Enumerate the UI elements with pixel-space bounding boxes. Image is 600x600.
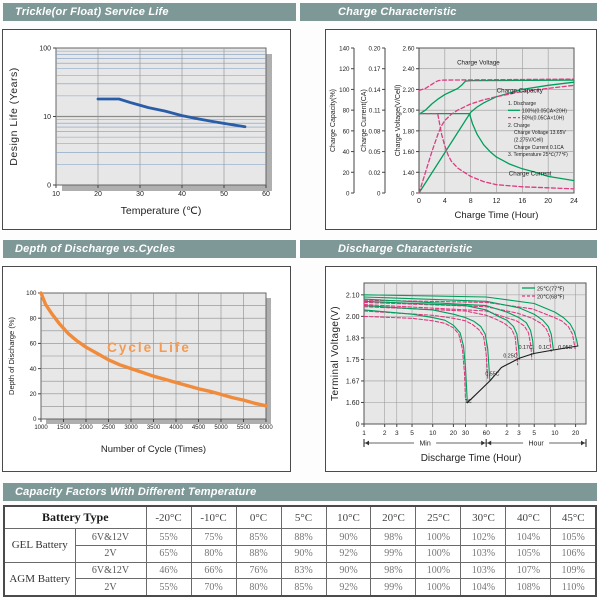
y-tick-label: 0.08 [368,128,381,136]
x-tick-label: 2000 [79,425,93,431]
y-tick-label: 20 [342,169,350,177]
y-axis-label: Terminal Voltage(V) [330,306,341,401]
table-header-temp: 20°C [371,506,416,529]
table-cell-value: 105% [506,545,551,562]
y-tick-label: 0 [33,416,37,424]
table-header-temp: 0°C [236,506,281,529]
y-tick-label: 1.67 [345,378,360,386]
y-axis-label: Depth of Discharge (%) [7,317,16,395]
y-tick-label: 0.05 [368,149,381,157]
x-tick-label: 5 [532,430,537,437]
charge-characteristic-chart [326,30,596,229]
scale-hour-label: Hour [528,440,544,448]
section-title: Trickle(or Float) Service Life [15,6,169,18]
table-cell-value: 100% [416,562,461,579]
x-tick-label: 30 [136,191,144,198]
x-tick-label: 3000 [124,425,138,431]
table-cell-value: 76% [236,562,281,579]
depth-of-discharge-chart [3,267,290,471]
table-cell-value: 46% [146,562,191,579]
x-tick-label: 50 [220,191,228,198]
table-cell-value: 100% [416,545,461,562]
y-tick-label: 2.10 [345,292,360,300]
y-tick-label: 40 [29,365,37,373]
y-tick-label: 0 [355,421,360,429]
x-tick-label: 12 [492,198,501,205]
table-cell-value: 104% [461,579,506,596]
rate-label: 0.55C [485,371,500,378]
table-cell-value: 107% [506,562,551,579]
y-tick-label: 100 [339,86,350,94]
rate-label: 0.17C [518,345,533,352]
table-cell-value: 80% [236,579,281,596]
depth-of-discharge-panel [2,266,291,472]
x-tick-label: 10 [551,430,559,437]
section-title: Capacity Factors With Different Temperature [15,486,257,498]
table-cell-value: 85% [281,579,326,596]
plot-area [364,283,586,424]
y-axis-label: Design Life (Years) [8,67,20,166]
y-tick-label: 1.60 [402,149,415,157]
y-tick-label: 2.20 [402,86,415,94]
x-tick-label: 6000 [259,425,273,431]
y-tick-label: 0 [346,190,350,198]
table-cell-value: 106% [551,545,596,562]
table-cell-value: 66% [191,562,236,579]
table-cell-value: 100% [416,579,461,596]
table-cell-value: 55% [146,529,191,546]
x-axis-label: Discharge Time (Hour) [420,453,522,464]
discharge-characteristic-panel [325,266,597,472]
rate-label: 1C [464,399,472,406]
table-header-temp: 10°C [326,506,371,529]
table-header-temp: 25°C [416,506,461,529]
x-axis-label: Temperature (℃) [120,205,202,217]
table-cell-value: 88% [236,545,281,562]
y-tick-label: 120 [339,66,350,74]
y-axis-label: Charge Current(CA) [361,89,368,152]
x-tick-label: 10 [429,430,437,437]
y-tick-label: 1.80 [402,128,415,136]
x-tick-label: 5 [410,430,414,437]
y-tick-label: 20 [29,391,37,398]
table-cell-value: 108% [506,579,551,596]
y-axis-label: Charge Capacity(%) [330,88,337,153]
table-cell-value: 90% [281,545,326,562]
x-tick-label: 16 [518,198,527,205]
y-tick-label: 80 [342,107,350,115]
arrow-head [487,441,491,446]
table-cell-value: 90% [326,562,371,579]
table-cell-value: 80% [191,545,236,562]
table-cell-value: 88% [281,529,326,546]
y-tick-label: 80 [29,315,37,323]
legend-text: 50%(0.05CA×10H) [522,115,565,122]
trickle-service-life-chart [3,30,290,229]
capacity-factors-table [3,505,597,597]
x-tick-label: 4000 [169,425,183,431]
legend-text: 2. Charge [508,122,530,129]
x-tick-label: 60 [262,191,270,198]
y-tick-label: 0.17 [368,66,381,74]
y-tick-label: 2.00 [345,313,360,321]
x-tick-label: 4500 [191,425,206,431]
x-tick-label: 5500 [236,425,251,431]
y-tick-label: 40 [342,149,350,157]
x-tick-label: 40 [178,191,186,198]
table-row-type-label: 2V [75,545,146,562]
y-tick-label: 1.40 [402,169,415,177]
table-cell-value: 105% [551,529,596,546]
rate-label: 0.25C [503,353,518,360]
table-row-group-label: GEL Battery [4,529,75,562]
table-cell-value: 103% [461,545,506,562]
section-title: Charge Characteristic [338,6,457,18]
section-header-depth-of-discharge [3,240,296,258]
x-tick-label: 3500 [146,425,161,431]
y-axis-label: Charge Voltage(V/Cell) [395,84,402,157]
x-tick-label: 8 [468,198,473,205]
x-axis-label: Charge Time (Hour) [454,210,539,221]
curve-annotation: Charge Capacity [496,87,543,95]
x-tick-label: 10 [52,191,60,198]
section-title: Discharge Characteristic [338,243,473,255]
x-tick-label: 20 [449,430,458,437]
legend-text: 3. Temperature 25℃(77℉) [508,152,568,159]
x-tick-label: 1500 [56,425,71,431]
table-header-temp: -20°C [146,506,191,529]
y-tick-label: 100 [39,45,51,53]
table-cell-value: 104% [506,529,551,546]
y-tick-label: 0.02 [368,169,381,177]
table-row-type-label: 6V&12V [75,529,146,546]
table-cell-value: 85% [236,529,281,546]
table-header-temp: 30°C [461,506,506,529]
x-tick-label: 2500 [101,425,116,431]
rate-label: 0.1C [538,345,550,352]
y-tick-label: 140 [339,45,350,53]
section-header-charge-characteristic [300,3,597,21]
y-tick-label: 60 [29,340,37,348]
x-tick-label: 20 [94,191,102,198]
table-cell-value: 83% [281,562,326,579]
table-cell-value: 98% [371,562,416,579]
trickle-service-life-panel [2,29,291,230]
table-cell-value: 99% [371,579,416,596]
table-row-group-label: AGM Battery [4,562,75,596]
y-tick-label: 100 [26,290,37,298]
rate-label: 0.05C [558,345,573,352]
table-cell-value: 70% [191,579,236,596]
table-header-battery-type: Battery Type [4,506,146,529]
table-cell-value: 90% [326,529,371,546]
section-header-discharge-characteristic [300,240,597,258]
discharge-characteristic-chart [326,267,596,471]
arrow-head [365,441,369,446]
table-cell-value: 65% [146,545,191,562]
table-cell-value: 92% [326,545,371,562]
legend-text: (2.275V/Cell) [514,137,544,144]
table-cell-value: 55% [146,579,191,596]
table-cell-value: 75% [191,529,236,546]
table-cell-value: 110% [551,579,596,596]
table-row-type-label: 2V [75,579,146,596]
y-tick-label: 10 [43,114,51,121]
table-header-temp: 5°C [281,506,326,529]
cycle-life-annotation: Cycle Life [107,340,191,356]
y-tick-label: 0 [411,190,415,198]
x-tick-label: 20 [544,198,553,205]
table-cell-value: 98% [371,529,416,546]
section-header-capacity-factors [3,483,597,501]
arrow-head [481,441,485,446]
y-tick-label: 1.60 [345,399,360,407]
x-tick-label: 3 [394,430,399,437]
x-axis-label: Number of Cycle (Times) [100,444,207,455]
curve-annotation: Charge Voltage [457,59,500,67]
y-tick-label: 0 [377,190,381,198]
table-cell-value: 92% [326,579,371,596]
table-header-temp: 40°C [506,506,551,529]
y-tick-label: 0.11 [368,107,381,115]
y-tick-label: 0.20 [368,45,381,53]
y-tick-label: 1.83 [345,335,360,343]
x-tick-label: 2 [505,430,509,437]
arrow-head [581,441,585,446]
table-cell-value: 102% [461,529,506,546]
table-row-type-label: 6V&12V [75,562,146,579]
legend-text: 1. Discharge [508,101,537,107]
scale-min-label: Min [419,440,431,448]
table-cell-value: 109% [551,562,596,579]
y-tick-label: 0 [47,182,51,190]
x-tick-label: 24 [570,198,578,205]
x-tick-label: 20 [571,430,580,437]
y-tick-label: 0.14 [368,86,381,94]
table-cell-value: 99% [371,545,416,562]
y-tick-label: 60 [342,128,350,136]
legend-text: 100%(0.05CA×20H) [522,108,567,115]
x-tick-label: 2 [382,430,387,437]
x-tick-label: 3 [517,430,521,437]
capacity-factors-table-panel [3,505,597,597]
curve-annotation: Charge Current [508,170,552,178]
legend-text: Charge Current 0.1CA [514,144,564,151]
y-tick-label: 2.00 [402,107,415,115]
x-tick-label: 60 [482,430,490,437]
y-tick-label: 2.40 [402,66,415,74]
table-header-temp: 45°C [551,506,596,529]
legend-text: 25℃(77℉) [537,286,565,293]
legend-text: Charge Voltage 13.65V [514,130,566,137]
x-tick-label: 30 [461,430,470,437]
charge-characteristic-panel [325,29,597,230]
section-title: Depth of Discharge vs.Cycles [15,243,176,255]
table-header-temp: -10°C [191,506,236,529]
y-tick-label: 1.75 [345,356,360,364]
table-cell-value: 100% [416,529,461,546]
legend-text: 20℃(68℉) [537,294,565,301]
x-tick-label: 0 [417,198,421,205]
x-tick-label: 4 [442,198,447,205]
x-tick-label: 1 [362,430,366,437]
x-tick-label: 5000 [214,425,228,431]
x-tick-label: 1000 [34,425,48,431]
section-header-trickle-service-life [3,3,296,21]
y-tick-label: 2.60 [402,45,415,53]
table-cell-value: 103% [461,562,506,579]
